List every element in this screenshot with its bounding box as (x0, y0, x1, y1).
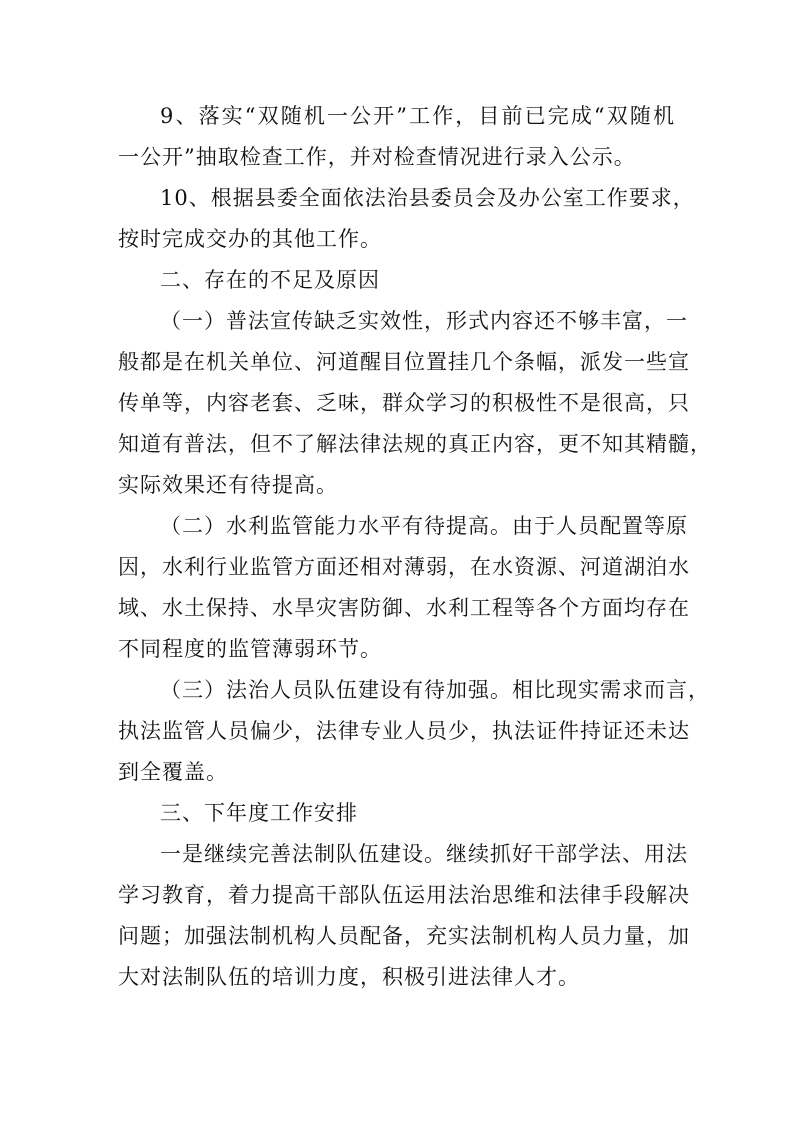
paragraph-section-3-heading (118, 793, 675, 834)
text-line: 传单等，内容老套、乏味，群众学习的积极性不是很高，只 (118, 391, 690, 415)
paragraph-issue-2 (118, 506, 690, 670)
paragraph-plan-1 (118, 834, 690, 998)
text-line: 一公开”抽取检查工作，并对检查情况进行录入公示。 (118, 145, 636, 169)
text-line: 域、水土保持、水旱灾害防御、水利工程等各个方面均存在 (118, 596, 690, 620)
text-line: 不同程度的监管薄弱环节。 (118, 637, 382, 661)
paragraph-issue-1 (118, 301, 712, 506)
text-line: 到全覆盖。 (118, 760, 228, 784)
text-line: （二）水利监管能力水平有待提高。由于人员配置等原 (160, 514, 688, 538)
text-line: 因，水利行业监管方面还相对薄弱，在水资源、河道湖泊水 (118, 555, 690, 579)
text-line: 问题；加强法制机构人员配备，充实法制机构人员力量，加 (118, 924, 690, 948)
document-body (118, 96, 712, 998)
text-line: 二、存在的不足及原因 (160, 268, 380, 292)
text-line: 大对法制队伍的培训力度，积极引进法律人才。 (118, 965, 580, 989)
text-line: 一是继续完善法制队伍建设。继续抓好干部学法、用法 (160, 842, 688, 866)
text-line: （三）法治人员队伍建设有待加强。相比现实需求而言， (160, 678, 710, 702)
text-line: 按时完成交办的其他工作。 (118, 227, 382, 251)
text-line: 9、落实“双随机一公开”工作，目前已完成“双随机 (160, 104, 675, 128)
paragraph-item-10 (118, 178, 695, 260)
text-line: 三、下年度工作安排 (160, 801, 358, 825)
text-line: 般都是在机关单位、河道醒目位置挂几个条幅，派发一些宣 (118, 350, 690, 374)
paragraph-section-2-heading (118, 260, 675, 301)
text-line: 知道有普法，但不了解法律法规的真正内容，更不知其精髓， (118, 432, 712, 456)
text-line: 学习教育，着力提高干部队伍运用法治思维和法律手段解决 (118, 883, 690, 907)
text-line: 10、根据县委全面依法治县委员会及办公室工作要求， (160, 186, 695, 210)
text-line: （一）普法宣传缺乏实效性，形式内容还不够丰富，一 (160, 309, 688, 333)
text-line: 实际效果还有待提高。 (118, 473, 338, 497)
text-line: 执法监管人员偏少，法律专业人员少，执法证件持证还未达 (118, 719, 690, 743)
paragraph-issue-3 (118, 670, 710, 793)
paragraph-item-9 (118, 96, 675, 178)
